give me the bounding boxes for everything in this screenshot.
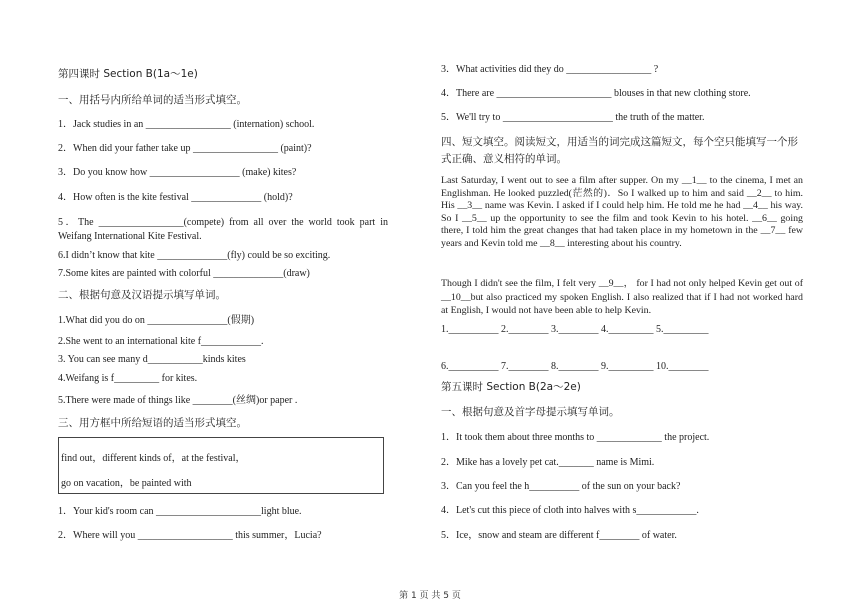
question: 5．We'll try to ______________________ the truth of the matter. bbox=[441, 112, 705, 123]
question: 2．Where will you ___________________ this summer，Lucia? bbox=[58, 530, 322, 541]
phrase-box bbox=[58, 437, 384, 494]
question: 4.Weifang is f_________ for kites. bbox=[58, 373, 198, 384]
question: 6.I didn’t know that kite ______________(fly) could be so exciting. bbox=[58, 250, 331, 261]
lesson-title: 第四课时 Section B(1a～1e) bbox=[58, 68, 198, 80]
page-footer: 第 1 页 共 5 页 bbox=[399, 591, 461, 601]
question: 1.What did you do on ________________(假期) bbox=[58, 315, 255, 326]
section1-heading: 一、用括号内所给单词的适当形式填空。 bbox=[58, 94, 247, 106]
question: 2.She went to an international kite f____________. bbox=[58, 336, 264, 347]
phrase-box-line: find out，different kinds of，at the festival， bbox=[61, 453, 246, 464]
question: 4．Let's cut this piece of cloth into halves with s____________. bbox=[441, 505, 699, 516]
answer-row: 1.__________ 2.________ 3.________ 4._________ 5._________ bbox=[441, 324, 709, 335]
question: 1．It took them about three months to _____________ the project. bbox=[441, 432, 710, 443]
section2-heading: 二、根据句意及汉语提示填写单词。 bbox=[58, 289, 226, 301]
question: 3．Do you know how __________________ (make) kites? bbox=[58, 167, 297, 178]
question: 1．Jack studies in an _________________ (internation) school. bbox=[58, 119, 315, 130]
cloze-paragraph: Though I didn't see the film, I felt very __9__， for I had not only helped Kevin get out of __10__but also practiced my spoken English. I also realized that if I had not worked hard at English, I would not have been able to help Kevin. bbox=[441, 278, 803, 316]
question: 3．Can you feel the h__________ of the sun on your back? bbox=[441, 481, 681, 492]
answer-row: 6.__________ 7.________ 8.________ 9._________ 10.________ bbox=[441, 361, 709, 372]
question: 5．The _________________(compete) from all over the world took part in Weifang International Kite Festival. bbox=[58, 217, 388, 242]
lesson-title: 第五课时 Section B(2a～2e) bbox=[441, 381, 581, 393]
section3-heading: 三、用方框中所给短语的适当形式填空。 bbox=[58, 417, 247, 429]
question: 5．Ice，snow and steam are different f________ of water. bbox=[441, 530, 677, 541]
question: 5.There were made of things like ________(丝绸)or paper . bbox=[58, 395, 298, 406]
phrase-box-line: go on vacation，be painted with bbox=[61, 478, 192, 489]
question: 4．How often is the kite festival ______________ (hold)? bbox=[58, 192, 293, 203]
question: 2．Mike has a lovely pet cat._______ name is Mimi. bbox=[441, 457, 655, 468]
question: 1．Your kid's room can _____________________light blue. bbox=[58, 506, 302, 517]
question: 7.Some kites are painted with colorful ______________(draw) bbox=[58, 268, 310, 279]
question: 3．What activities did they do _________________ ? bbox=[441, 64, 659, 75]
section5-heading: 一、根据句意及首字母提示填写单词。 bbox=[441, 406, 620, 418]
cloze-paragraph: Last Saturday, I went out to see a film after supper. On my __1__ to the cinema, I met an Englishman. He looked puzzled(茫然的)．So I walked up to him and said __2__ to him. His __3__ name was Kevin. I asked if I could help him. He told me he had __4__ his way. So I __5__ up the opportunity to see the film and took Kevin to his hotel. __6__ going there, I told him the great changes that had taken place in my hometown in the __7__ few years and Kevin told me __8__ interesting about his country. bbox=[441, 175, 803, 249]
question: 2．When did your father take up _________________ (paint)? bbox=[58, 143, 312, 154]
section4-heading: 四、短文填空。阅读短文，用适当的词完成这篇短文，每个空只能填写一个形式正确、意义相符的单词。 bbox=[441, 136, 798, 165]
question: 4．There are _______________________ blouses in that new clothing store. bbox=[441, 88, 751, 99]
question: 3. You can see many d___________kinds kites bbox=[58, 354, 246, 365]
